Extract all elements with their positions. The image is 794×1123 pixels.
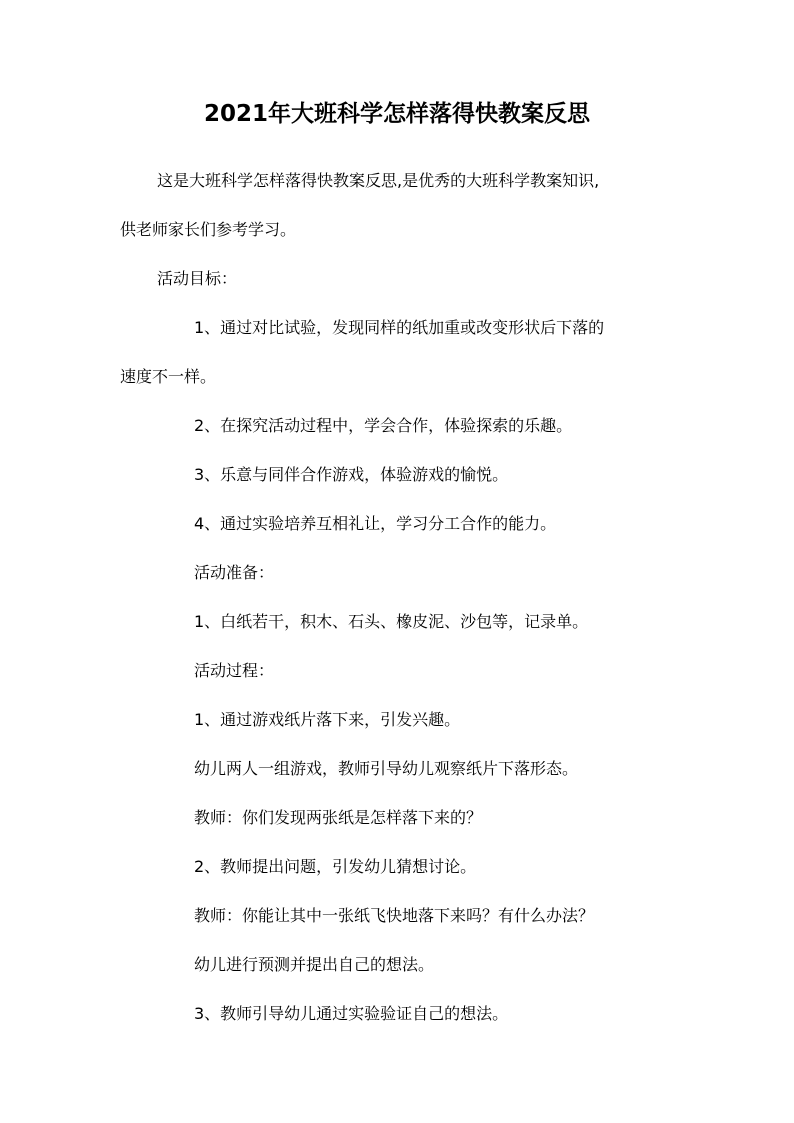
- goal-4: 4、通过实验培养互相礼让，学习分工合作的能力。: [194, 514, 557, 533]
- process-step-3: 3、教师引导幼儿通过实验验证自己的想法。: [194, 1004, 509, 1023]
- process-step-1-question: 教师：你们发现两张纸是怎样落下来的？: [194, 808, 483, 827]
- heading-activity-process: 活动过程：: [194, 661, 275, 680]
- process-step-2-detail: 幼儿进行预测并提出自己的想法。: [194, 955, 435, 974]
- goal-1-line-2: 速度不一样。: [120, 367, 217, 386]
- heading-activity-preparation: 活动准备：: [194, 563, 275, 582]
- goal-1-line-1: 1、通过对比试验，发现同样的纸加重或改变形状后下落的: [194, 318, 605, 337]
- process-step-1-detail: 幼儿两人一组游戏，教师引导幼儿观察纸片下落形态。: [194, 759, 579, 778]
- process-step-1: 1、通过游戏纸片落下来，引发兴趣。: [194, 710, 461, 729]
- paragraph-intro-line-2: 供老师家长们参考学习。: [120, 220, 297, 239]
- goal-3: 3、乐意与同伴合作游戏，体验游戏的愉悦。: [194, 465, 509, 484]
- process-step-2-question: 教师：你能让其中一张纸飞快地落下来吗？有什么办法？: [194, 906, 595, 925]
- goal-2: 2、在探究活动过程中，学会合作，体验探索的乐趣。: [194, 416, 573, 435]
- preparation-1: 1、白纸若干，积木、石头、橡皮泥、沙包等，记录单。: [194, 612, 589, 631]
- process-step-2: 2、教师提出问题，引发幼儿猜想讨论。: [194, 857, 477, 876]
- document-title: 2021年大班科学怎样落得快教案反思: [203, 101, 590, 127]
- heading-activity-goals: 活动目标：: [157, 269, 238, 288]
- paragraph-intro-line-1: 这是大班科学怎样落得快教案反思,是优秀的大班科学教案知识,: [157, 171, 600, 190]
